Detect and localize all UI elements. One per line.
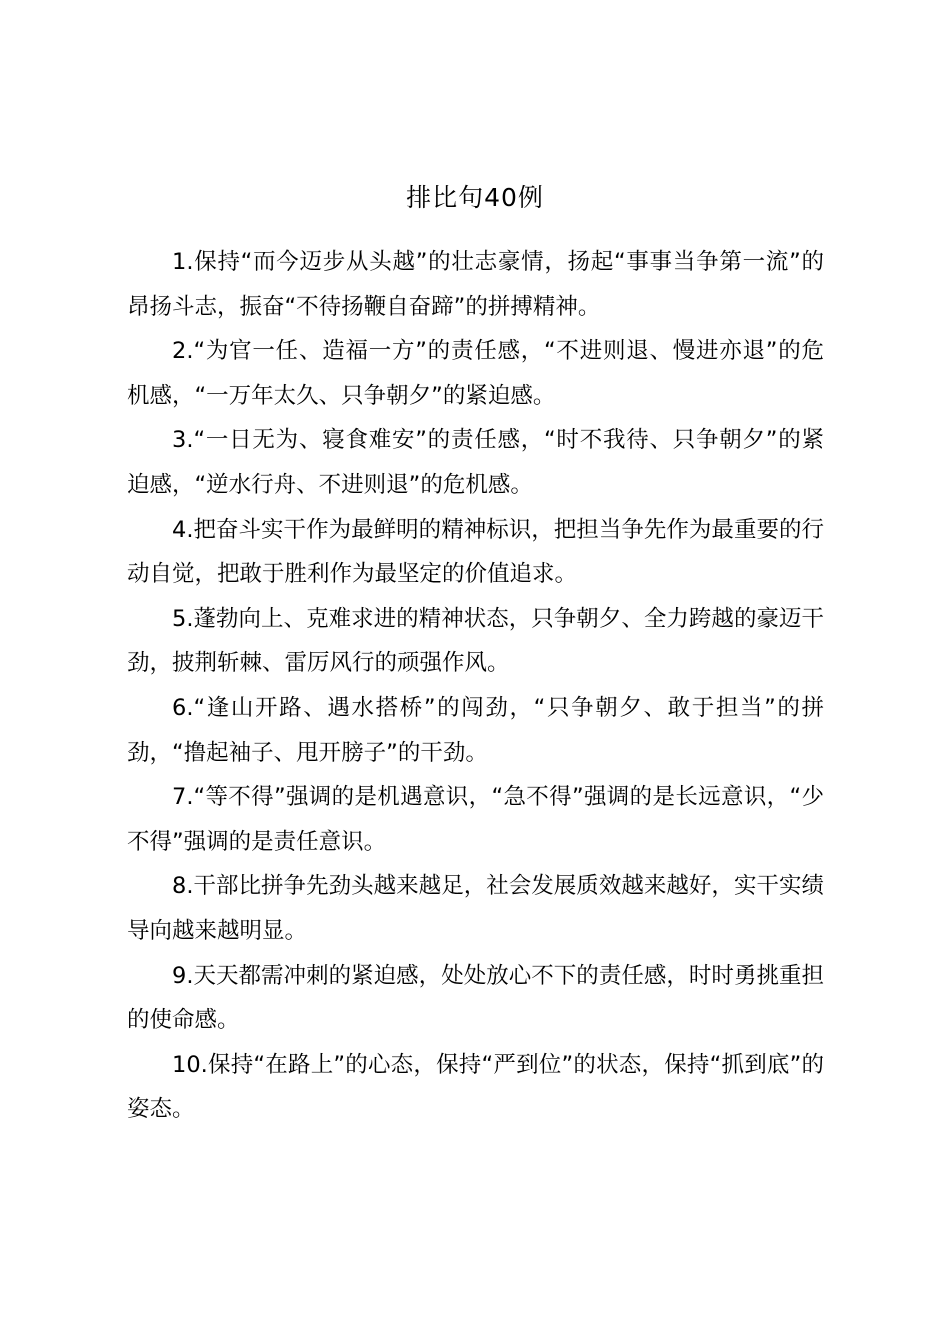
paragraph-10: 10.保持“在路上”的心态，保持“严到位”的状态，保持“抓到底”的姿态。: [127, 1051, 824, 1123]
paragraph-7: 7.“等不得”强调的是机遇意识，“急不得”强调的是长远意识，“少不得”强调的是责任意识。: [127, 784, 824, 855]
paragraph-4: 4.把奋斗实干作为最鲜明的精神标识，把担当争先作为最重要的行动自觉，把敢于胜利作为最坚定的价值追求。: [127, 516, 824, 588]
paragraph-1: 1.保持“而今迈步从头越”的壮志豪情，扬起“事事当争第一流”的昂扬斗志，振奋“不待扬鞭自奋蹄”的拼搏精神。: [127, 249, 824, 320]
document-title: 排比句40例: [406, 183, 544, 212]
paragraph-3: 3.“一日无为、寝食难安”的责任感，“时不我待、只争朝夕”的紧迫感，“逆水行舟、不进则退”的危机感。: [127, 427, 824, 498]
paragraph-6: 6.“逢山开路、遇水搭桥”的闯劲，“只争朝夕、敢于担当”的拼劲，“撸起袖子、甩开膀子”的干劲。: [127, 694, 824, 766]
paragraph-5: 5.蓬勃向上、克难求进的精神状态，只争朝夕、全力跨越的豪迈干劲，披荆斩棘、雷厉风行的顽强作风。: [127, 605, 824, 677]
paragraph-9: 9.天天都需冲刺的紧迫感，处处放心不下的责任感，时时勇挑重担的使命感。: [127, 962, 824, 1034]
paragraph-8: 8.干部比拼争先劲头越来越足，社会发展质效越来越好，实干实绩导向越来越明显。: [127, 873, 824, 944]
document-body: [127, 240, 824, 1132]
paragraph-2: 2.“为官一任、造福一方”的责任感，“不进则退、慢进亦退”的危机感，“一万年太久、只争朝夕”的紧迫感。: [127, 338, 824, 409]
